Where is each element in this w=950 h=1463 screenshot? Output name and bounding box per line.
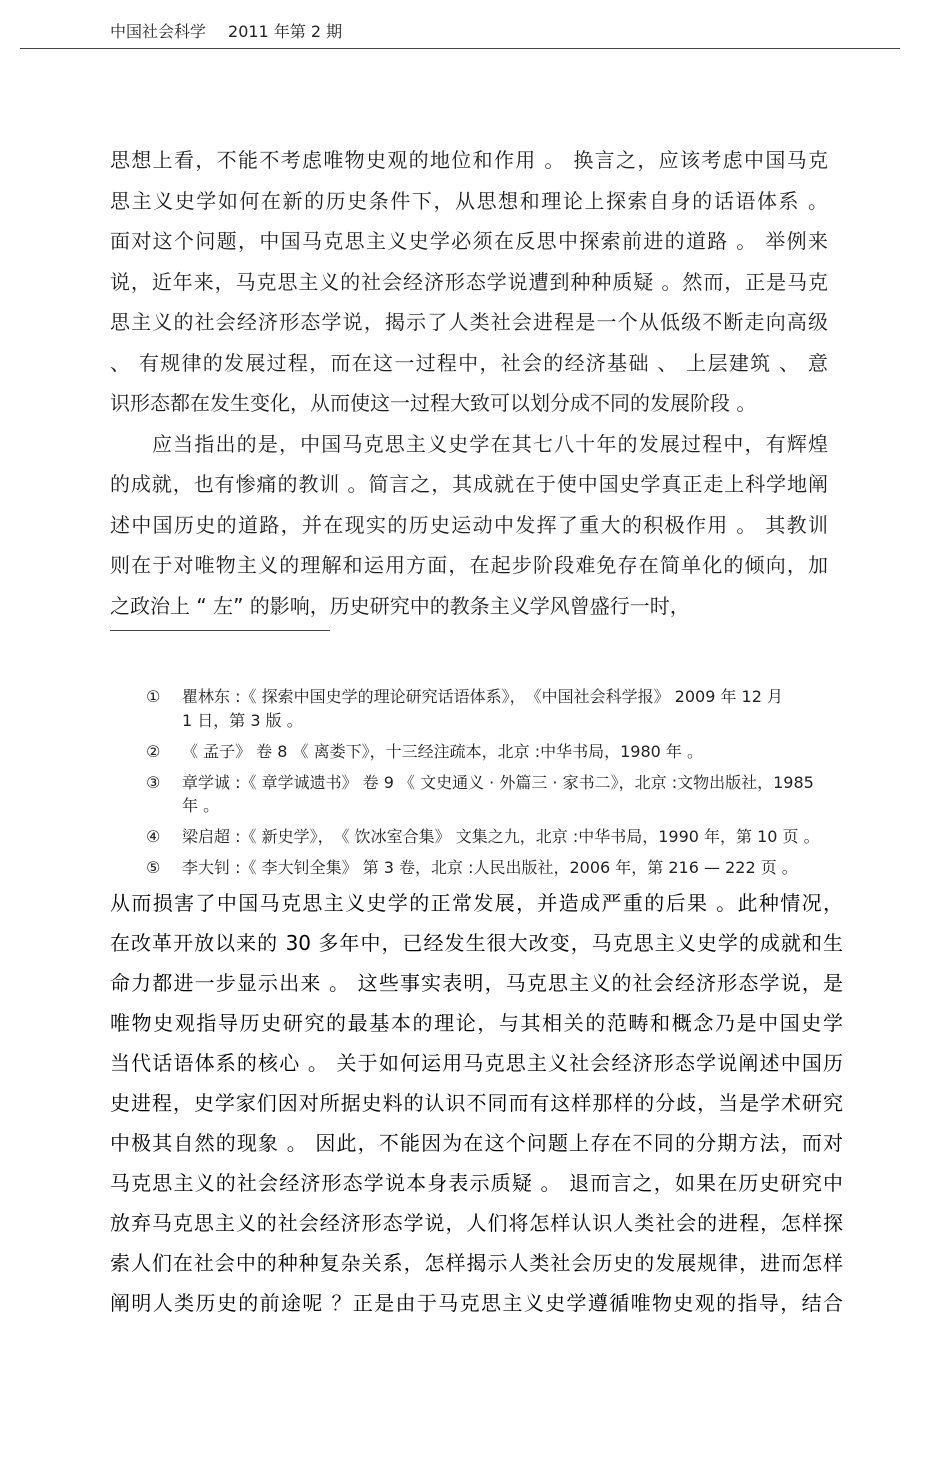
header-divider [20, 48, 900, 49]
body-line: 中极其自然的现象 。 因此，不能因为在这个问题上存在不同的分期方法，而对 [110, 1131, 843, 1155]
body-line: 之政治上 “ 左” 的影响，历史研究中的教条主义学风曾盛行一时， [110, 593, 690, 618]
footnote-line: 李大钊 :《 李大钊全集》 第 3 卷，北京 :人民出版社，2006 年，第 216 — 222 页 。 [182, 858, 798, 877]
body-line: 、 有规律的发展过程，而在这一过程中，社会的经济基础 、 上层建筑 、 意 [110, 350, 828, 375]
footnote [146, 740, 906, 764]
body-line: 阐明人类历史的前途呢 ？正是由于马克思主义史学遵循唯物史观的指导，结合 [110, 1291, 843, 1315]
footnote-marker: ① [146, 687, 161, 706]
body-line: 面对这个问题，中国马克思主义史学必须在反思中探索前进的道路 。 举例来 [110, 229, 828, 253]
body-line: 放弃马克思主义的社会经济形态学说，人们将怎样认识人类社会的进程，怎样探 [110, 1211, 843, 1235]
footnote [146, 825, 906, 849]
paragraph [110, 424, 828, 627]
body-line: 当代话语体系的核心 。 关于如何运用马克思主义社会经济形态学说阐述中国历 [110, 1051, 843, 1075]
footnote-line: 梁启超 :《 新史学》， 《 饮冰室合集》 文集之九，北京 :中华书局，1990 年，第 10 页 。 [182, 827, 820, 846]
body-line: 在改革开放以来的 30 多年中，已经发生很大改变，马克思主义史学的成就和生 [110, 931, 843, 955]
body-line: 思想上看，不能不考虑唯物史观的地位和作用 。 换言之，应该考虑中国马克 [110, 148, 828, 172]
body-line: 识形态都在发生变化，从而使这一过程大致可以划分成不同的发展阶段 。 [110, 391, 757, 415]
body-text-upper [110, 140, 828, 626]
body-text-lower [110, 883, 843, 1323]
footnote [146, 685, 906, 732]
body-line: 则在于对唯物主义的理解和运用方面，在起步阶段难免存在简单化的倾向，加 [110, 553, 828, 577]
issue-label: 2011 年第 2 期 [228, 22, 343, 41]
footnote-marker: ② [146, 741, 161, 761]
paragraph [110, 140, 828, 424]
footnote [146, 856, 906, 880]
body-line: 思主义史学如何在新的历史条件下，从思想和理论上探索自身的话语体系 。 [110, 188, 828, 213]
body-line: 史进程，史学家们因对所据史料的认识不同而有这样那样的分歧，当是学术研究 [110, 1091, 843, 1115]
body-line: 命力都进一步显示出来 。 这些事实表明，马克思主义的社会经济形态学说，是 [110, 971, 843, 995]
footnotes [146, 685, 906, 887]
footnote [146, 771, 906, 818]
footnote-line: 1 日，第 3 版 。 [182, 710, 303, 730]
body-line: 说，近年来，马克思主义的社会经济形态学说遭到种种质疑 。然而，正是马克 [110, 269, 828, 294]
running-header [110, 21, 342, 43]
footnote-line: 《 孟子》 卷 8 《 离娄下》，十三经注疏本，北京 :中华书局，1980 年 。 [182, 741, 703, 761]
journal-title: 中国社会科学 [110, 22, 207, 41]
footnote-marker: ④ [146, 827, 161, 846]
body-line: 述中国历史的道路，并在现实的历史运动中发挥了重大的积极作用 。 其教训 [110, 512, 828, 537]
footnote-line: 瞿林东 :《 探索中国史学的理论研究话语体系》， 《中国社会科学报》 2009 年 12 月 [182, 687, 783, 706]
footnote-line: 章学诚 :《 章学诚遗书》 卷 9 《 文史通义 · 外篇三 · 家书二》，北京 :文物出版社，1985 [182, 772, 814, 792]
body-line: 马克思主义的社会经济形态学说本身表示质疑 。 退而言之，如果在历史研究中 [110, 1171, 843, 1195]
footnote-divider [110, 630, 330, 631]
body-line: 从而损害了中国马克思主义史学的正常发展，并造成严重的后果 。此种情况， [110, 891, 843, 915]
footnote-marker: ③ [146, 772, 161, 792]
body-line: 应当指出的是，中国马克思主义史学在其七八十年的发展过程中，有辉煌 [152, 431, 828, 456]
body-line: 唯物史观指导历史研究的最基本的理论，与其相关的范畴和概念乃是中国史学 [110, 1011, 843, 1035]
body-line: 索人们在社会中的种种复杂关系，怎样揭示人类社会历史的发展规律，进而怎样 [110, 1251, 843, 1275]
footnote-line: 年 。 [182, 796, 220, 815]
body-line: 思主义的社会经济形态学说，揭示了人类社会进程是一个从低级不断走向高级 [110, 310, 828, 334]
body-line: 的成就，也有惨痛的教训 。简言之，其成就在于使中国史学真正走上科学地阐 [110, 472, 828, 496]
footnote-marker: ⑤ [146, 858, 161, 877]
